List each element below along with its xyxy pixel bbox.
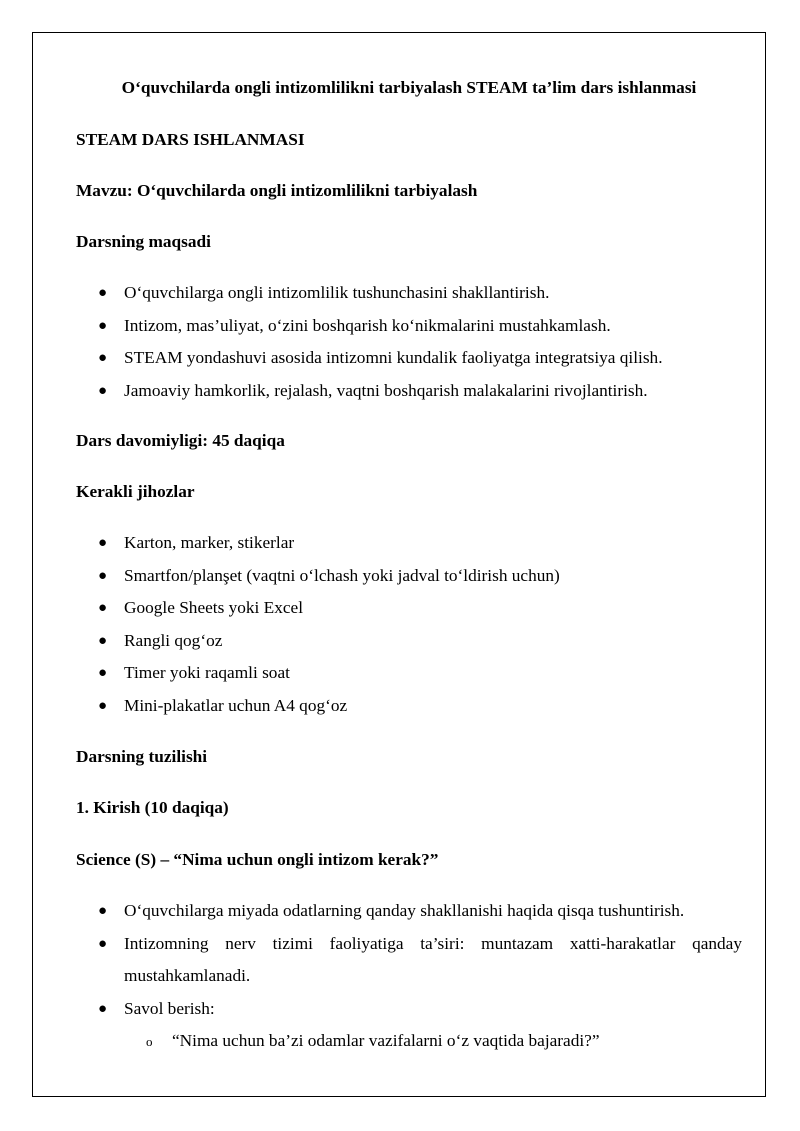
bullet-icon: ●: [98, 535, 108, 551]
list-item: ● Mini-plakatlar uchun A4 qog‘oz: [76, 690, 742, 723]
heading-mavzu: Mavzu: O‘quvchilarda ongli intizomlilikni tarbiyalash: [76, 181, 478, 200]
list-item: o “Nima uchun ba’zi odamlar vazifalarni o‘z vaqtida bajaradi?”: [124, 1025, 742, 1058]
bullet-icon: ●: [98, 350, 108, 366]
heading-jihozlar: Kerakli jihozlar: [76, 482, 195, 501]
bullet-icon: ●: [98, 600, 108, 616]
bullet-icon: ●: [98, 285, 108, 301]
list-item: ● Smartfon/planşet (vaqtni o‘lchash yoki jadval to‘ldirish uchun): [76, 560, 742, 593]
heading-steam-dars: STEAM DARS ISHLANMASI: [76, 130, 305, 149]
heading-maqsad: Darsning maqsadi: [76, 232, 211, 251]
maqsad-list: [76, 277, 742, 407]
list-item: ● Timer yoki raqamli soat: [76, 657, 742, 690]
list-item: ● Google Sheets yoki Excel: [76, 592, 742, 625]
list-item: ● O‘quvchilarga miyada odatlarning qanday shakllanishi haqida qisqa tushuntirish.: [76, 895, 742, 928]
jihozlar-list: [76, 527, 742, 722]
science-sub-list: [124, 1025, 742, 1058]
bullet-icon: ●: [98, 317, 108, 334]
list-item: ● Jamoaviy hamkorlik, rejalash, vaqtni boshqarish malakalarini rivojlantirish.: [76, 375, 742, 408]
document-title: O‘quvchilarda ongli intizomlilikni tarbiyalash STEAM ta’lim dars ishlanmasi: [121, 78, 697, 97]
list-item: ● Savol berish:: [76, 993, 742, 1026]
bullet-icon: ●: [98, 697, 108, 714]
bullet-icon: ●: [98, 665, 108, 681]
heading-davomiylik: Dars davomiyligi: 45 daqiqa: [76, 431, 285, 450]
bullet-icon: ●: [98, 567, 108, 584]
list-item: ● Rangli qog‘oz: [76, 625, 742, 658]
list-item: ● STEAM yondashuvi asosida intizomni kundalik faoliyatga integratsiya qilish.: [76, 342, 742, 375]
bullet-icon: ●: [98, 935, 108, 952]
science-list: [76, 895, 742, 1025]
list-item: ● Intizomning nerv tizimi faoliyatiga ta’siri: muntazam xatti-harakatlar qanday mustahkamlanadi.: [76, 928, 742, 993]
list-item: ● O‘quvchilarga ongli intizomlilik tushunchasini shakllantirish.: [76, 277, 742, 310]
bullet-icon: ●: [98, 632, 108, 649]
bullet-icon: ●: [98, 382, 108, 399]
heading-tuzilish: Darsning tuzilishi: [76, 747, 208, 766]
list-item: ● Karton, marker, stikerlar: [76, 527, 742, 560]
circle-bullet-icon: o: [146, 1034, 153, 1049]
bullet-icon: ●: [98, 903, 108, 919]
bullet-icon: ●: [98, 1000, 108, 1017]
heading-kirish: 1. Kirish (10 daqiqa): [76, 798, 229, 817]
heading-science: Science (S) – “Nima uchun ongli intizom kerak?”: [76, 850, 439, 869]
list-item: ● Intizom, mas’uliyat, o‘zini boshqarish ko‘nikmalarini mustahkamlash.: [76, 310, 742, 343]
